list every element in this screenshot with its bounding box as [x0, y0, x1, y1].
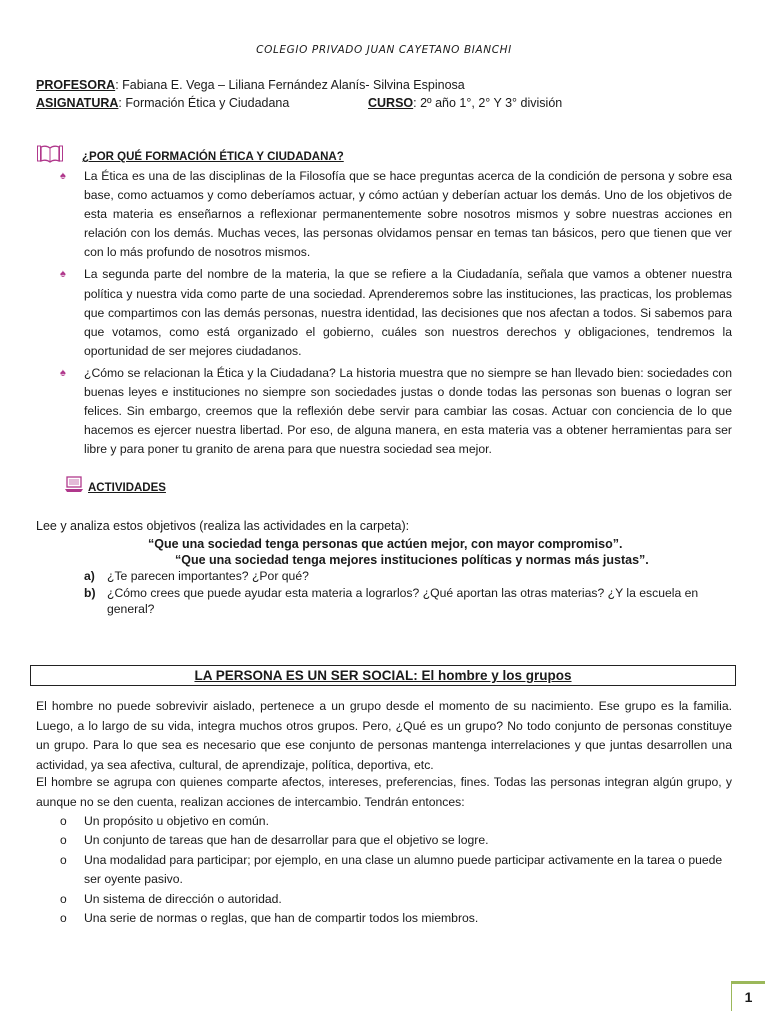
spade-bullet-icon: ♠ — [60, 268, 66, 281]
paragraph-2: El hombre se agrupa con quienes comparte afectos, intereses, preferencias, fines. Todas las personas integran algún grupo, y aunque no se den cuenta, realizan acciones de intercambio. Tendrán entonces: — [36, 775, 732, 809]
list-item — [60, 831, 732, 850]
list-item-text: La Ética es una de las disciplinas de la Filosofía que se hace preguntas acerca de la condición de persona y sobre esa base, como actuamos y como deberíamos actuar, y cómo actúan y deberían actuar los demás. Uno de los objetivos de esta materia es enseñarnos a reflexionar permanentemente sobre nosotros mismos y sobre nuestras acciones en relación con los demás. Muchas veces, las personas olvidamos pensar en temas tan básicos, pero que tienen que ver con lo más profundo de nosotros mismos. — [84, 169, 732, 260]
list-item-text: Un propósito u objetivo en común. — [84, 814, 269, 828]
curso-label: CURSO — [368, 96, 414, 110]
asignatura-label: ASIGNATURA — [36, 96, 119, 110]
questions-list — [84, 568, 732, 618]
question-mark: a) — [84, 569, 95, 583]
profesora-value: Fabiana E. Vega – Liliana Fernández Alanís- Silvina Espinosa — [122, 78, 465, 92]
list-item — [60, 890, 732, 909]
page-number: 1 — [731, 981, 765, 1011]
asignatura-value: Formación Ética y Ciudadana — [125, 96, 290, 110]
colon: : — [115, 78, 123, 92]
question-mark: b) — [84, 585, 96, 600]
circle-bullet-icon: o — [60, 891, 67, 906]
asignatura-line — [36, 96, 289, 110]
list-item-text: ¿Cómo se relacionan la Ética y la Ciudadana? La historia muestra que no siempre se han llevado bien: sociedades con buenas leyes e instituciones no siempre son sociedades justas o donde todas las personas son buenas o logran ser felices. Sin embargo, creemos que la reflexión debe servir para cambiar las cosas. Actuar con conciencia de lo que hacemos es ejercer nuestra libertad. Por eso, de alguna manera, en esta materia vas a obtener herramientas para ser libre y para poner tu granito de arena para que nuestra sociedad sea mejor. — [84, 365, 732, 457]
circle-bullet-icon: o — [60, 911, 67, 926]
spade-bullet-icon: ♠ — [60, 366, 66, 379]
colon: : — [413, 96, 421, 110]
list-item-text: Un sistema de dirección o autoridad. — [84, 891, 282, 906]
question-item — [84, 585, 732, 618]
section-1-title: ¿POR QUÉ FORMACIÓN ÉTICA Y CIUDADANA? — [82, 151, 344, 163]
activities-title: ACTIVIDADES — [88, 482, 166, 494]
question-text: ¿Cómo crees que puede ayudar esta materia a lograrlos? ¿Qué aportan las otras materias? ¿Y la escuela en general? — [107, 585, 699, 616]
curso-value: 2º año 1°, 2° Y 3° división — [420, 96, 563, 110]
curso-line — [368, 96, 562, 110]
list-item — [60, 364, 732, 459]
activities-intro: Lee y analiza estos objetivos (realiza las actividades en la carpeta): — [36, 519, 410, 533]
list-item — [60, 909, 732, 928]
list-item — [60, 851, 732, 890]
profesora-line — [36, 78, 465, 92]
section-2-title-box — [30, 665, 736, 686]
section-1-list — [60, 167, 732, 462]
circle-bullet-icon: o — [60, 833, 67, 848]
quote-2: “Que una sociedad tenga mejores instituciones políticas y normas más justas”. — [175, 553, 649, 567]
school-name: COLEGIO PRIVADO JUAN CAYETANO BIANCHI — [256, 44, 512, 56]
group-features-list — [60, 812, 732, 928]
spade-bullet-icon: ♠ — [60, 170, 66, 182]
laptop-icon — [64, 476, 84, 494]
list-item-text: La segunda parte del nombre de la materia, la que se refiere a la Ciudadanía, señala que vamos a obtener nuestra política y nuestra vida como parte de una sociedad. Aprenderemos sobre las instituciones, las practicas, los problemas que compartimos con las demás personas, nuestra identidad, las decisiones que nos afectan a todos. Si sabemos para que votamos, como está organizado el gobierno, cuáles son nuestros derechos y obligaciones, tendremos la oportunidad de ser mejores ciudadanos. — [84, 267, 732, 358]
colon: : — [118, 96, 126, 110]
question-text: ¿Te parecen importantes? ¿Por qué? — [107, 569, 309, 583]
list-item-text: Una serie de normas o reglas, que han de compartir todos los miembros. — [84, 911, 479, 926]
paragraph-1: El hombre no puede sobrevivir aislado, pertenece a un grupo desde el momento de su nacimiento. Ese grupo es la familia. Luego, a lo largo de su vida, integra muchos otros grupos. Pero, ¿Qué es un grupo? No todo conjunto de personas constituye un grupo. Para lo que sea es necesario que ese conjunto de personas mantenga interrelaciones y que juntas desarrollen una actividad, ya sea afectiva, cultural, de aprendizaje, política, deportiva, etc. — [36, 699, 732, 772]
book-icon — [37, 145, 63, 163]
circle-bullet-icon: o — [60, 814, 67, 828]
profesora-label: PROFESORA — [36, 78, 116, 92]
list-item-text: Una modalidad para participar; por ejemplo, en una clase un alumno puede participar activamente en la tarea o puede ser oyente pasivo. — [84, 852, 723, 887]
circle-bullet-icon: o — [60, 852, 67, 867]
list-item — [60, 812, 732, 831]
list-item — [60, 167, 732, 262]
section-2-title: LA PERSONA ES UN SER SOCIAL: El hombre y los grupos — [194, 668, 572, 683]
list-item — [60, 265, 732, 360]
quote-1: “Que una sociedad tenga personas que actúen mejor, con mayor compromiso”. — [148, 537, 623, 551]
question-item — [84, 568, 732, 585]
list-item-text: Un conjunto de tareas que han de desarrollar para que el objetivo se logre. — [84, 833, 489, 848]
